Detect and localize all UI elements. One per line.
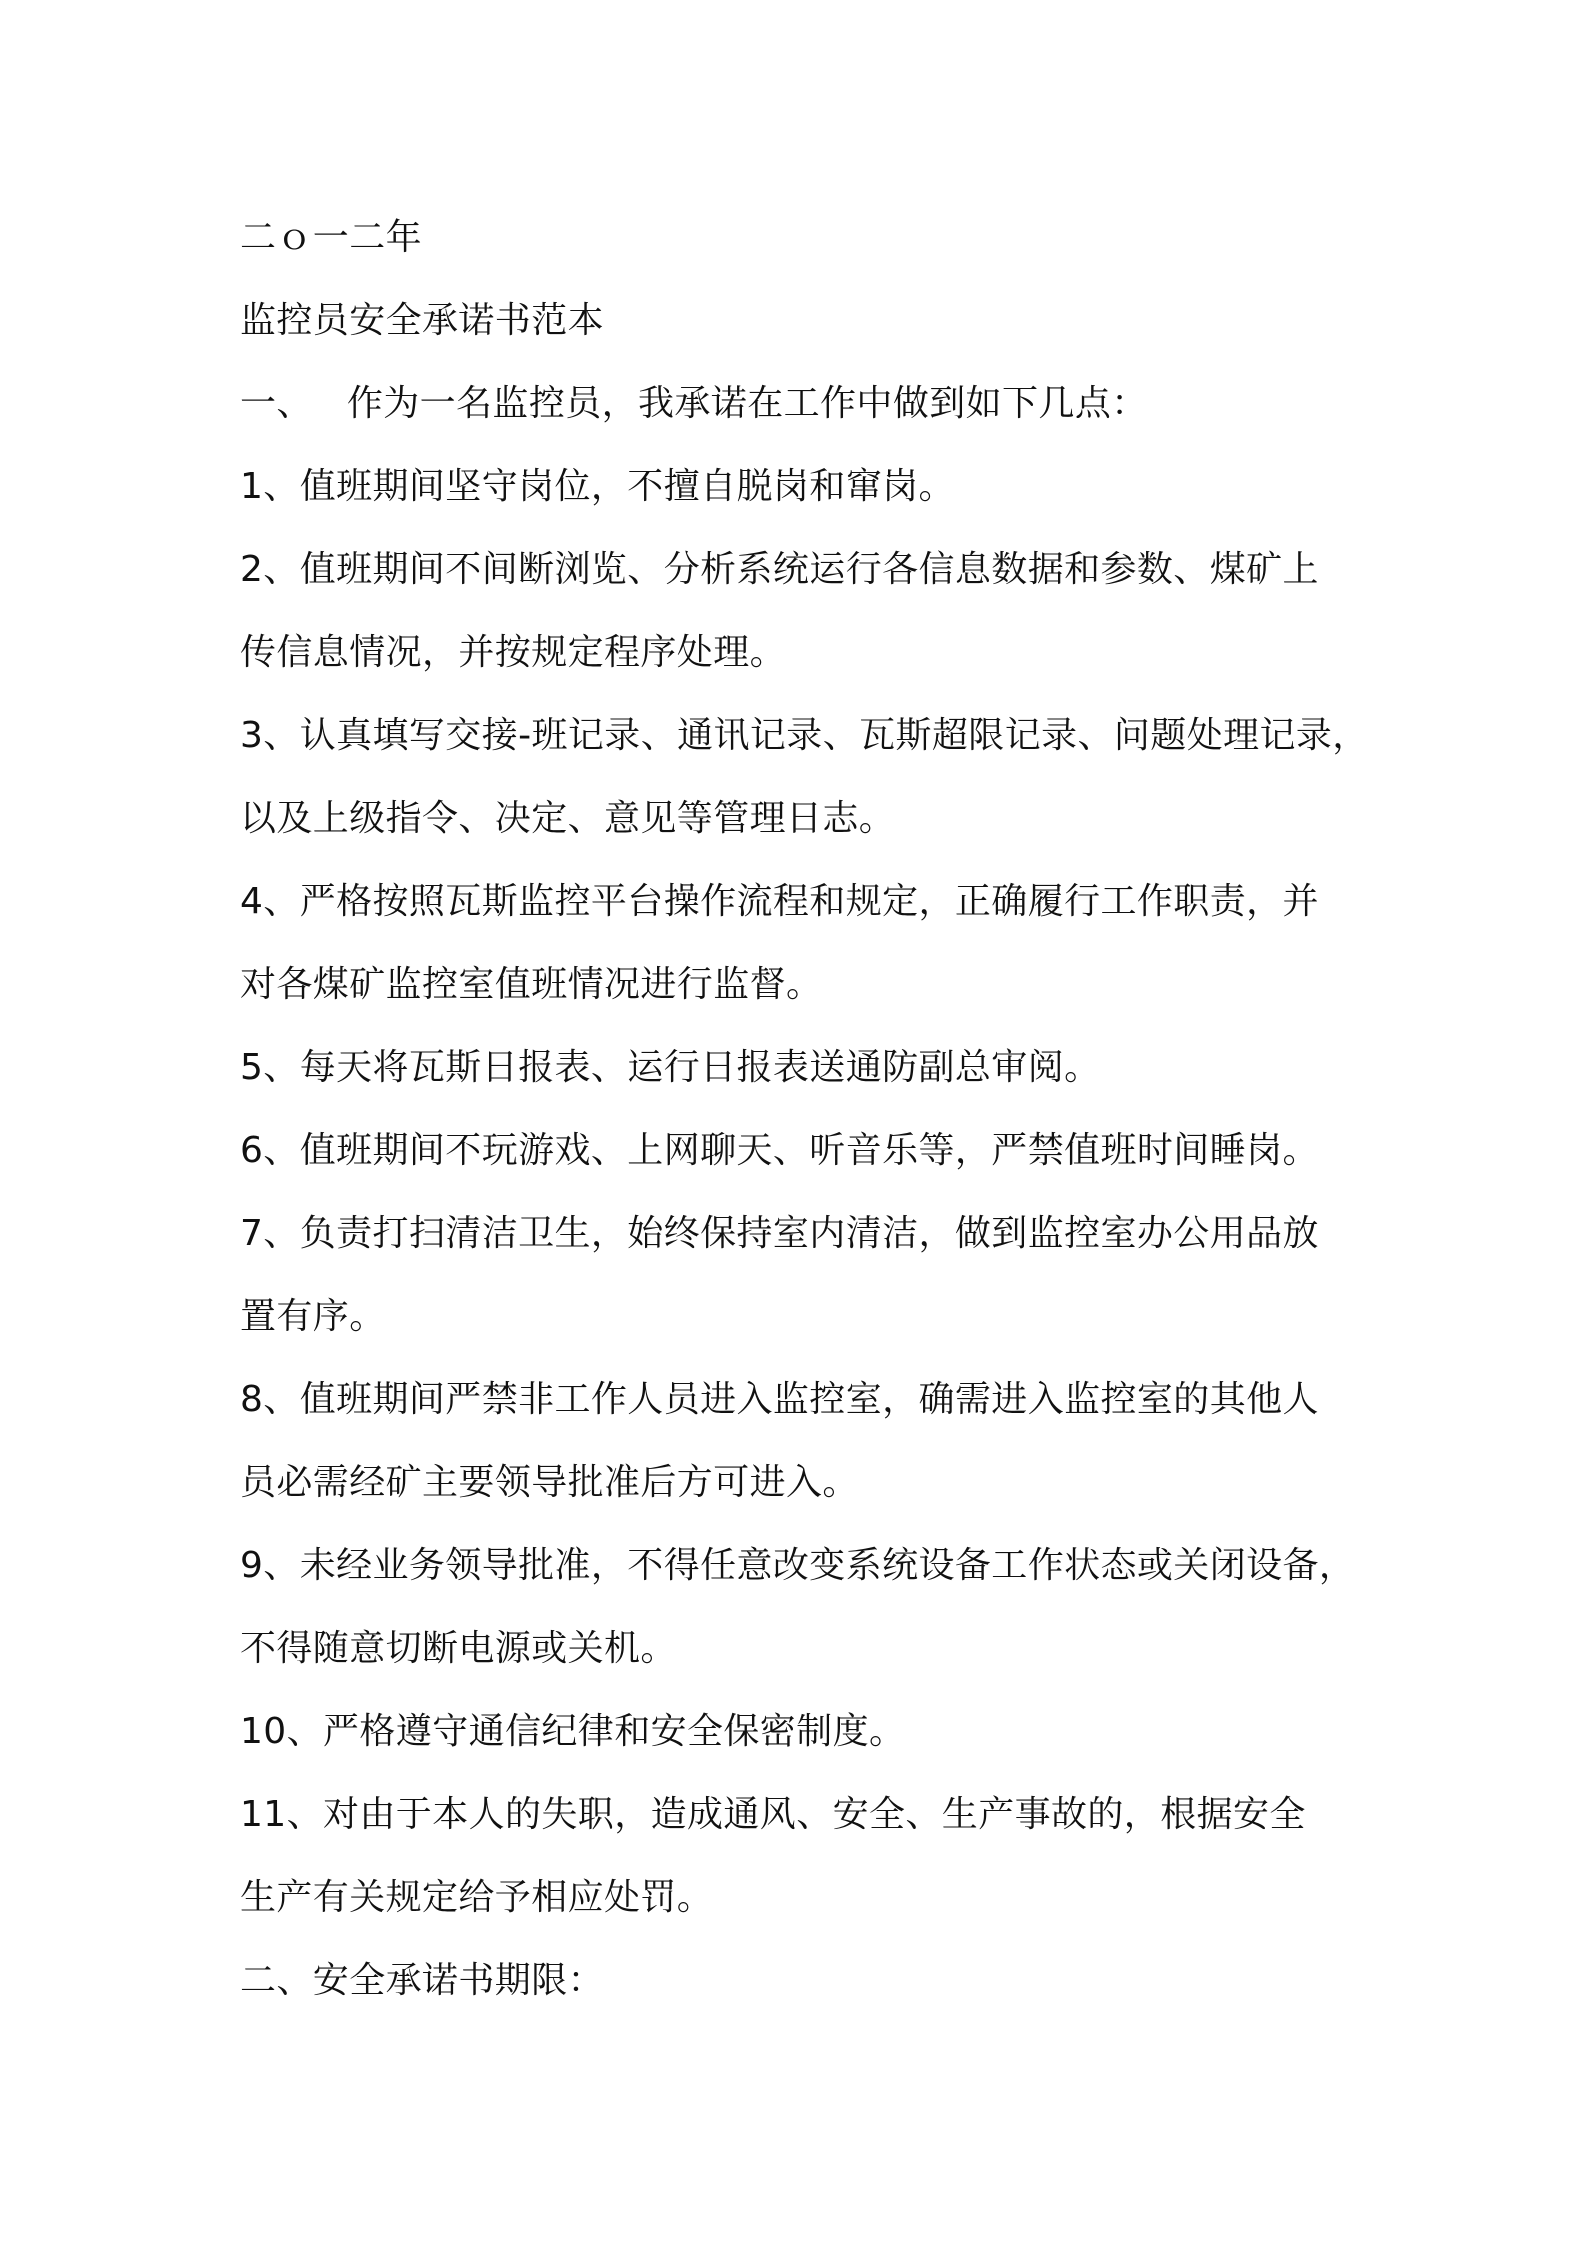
list-item-line: 置有序。	[240, 1296, 386, 1337]
document-body	[240, 196, 1369, 2022]
list-item-line: 11、对由于本人的失职，造成通风、安全、生产事故的，根据安全	[240, 1794, 1306, 1835]
list-item-line: 4、严格按照瓦斯监控平台操作流程和规定，正确履行工作职责，并	[240, 881, 1319, 922]
list-item	[240, 860, 1360, 1026]
list-item-line: 3、认真填写交接-班记录、通讯记录、瓦斯超限记录、问题处理记录，	[240, 715, 1369, 756]
list-item-line: 6、值班期间不玩游戏、上网聊天、听音乐等，严禁值班时间睡岗。	[240, 1130, 1319, 1171]
list-item-line: 员必需经矿主要领导批准后方可进入。	[240, 1462, 859, 1503]
list-item-line: 5、每天将瓦斯日报表、运行日报表送通防副总审阅。	[240, 1047, 1101, 1088]
list-item-line: 7、负责打扫清洁卫生，始终保持室内清洁，做到监控室办公用品放	[240, 1213, 1319, 1254]
list-item-line: 以及上级指令、决定、意见等管理日志。	[240, 798, 896, 839]
list-item-line: 2、值班期间不间断浏览、分析系统运行各信息数据和参数、煤矿上	[240, 549, 1319, 590]
list-item	[240, 1109, 1360, 1192]
list-item-line: 不得随意切断电源或关机。	[240, 1628, 677, 1669]
list-item-line: 8、值班期间严禁非工作人员进入监控室，确需进入监控室的其他人	[240, 1379, 1319, 1420]
commitment-list	[240, 445, 1369, 1939]
document-title: 监控员安全承诺书范本	[240, 300, 605, 341]
list-item-line: 1、值班期间坚守岗位，不擅自脱岗和窜岗。	[240, 466, 955, 507]
section-two-heading: 二、安全承诺书期限：	[240, 1960, 605, 2001]
list-item	[240, 1524, 1360, 1690]
section-one-heading	[240, 362, 1360, 445]
list-item-line: 9、未经业务领导批准，不得任意改变系统设备工作状态或关闭设备，	[240, 1545, 1356, 1586]
year-line: 二ｏ一二年	[240, 217, 423, 258]
section-one-text: 作为一名监控员，我承诺在工作中做到如下几点：	[346, 383, 1148, 424]
list-item	[240, 1192, 1360, 1358]
list-item	[240, 1026, 1360, 1109]
list-item	[240, 1690, 1360, 1773]
list-item-line: 对各煤矿监控室值班情况进行监督。	[240, 964, 823, 1005]
list-item	[240, 694, 1369, 860]
list-item-line: 10、严格遵守通信纪律和安全保密制度。	[240, 1711, 906, 1752]
list-item-line: 生产有关规定给予相应处罚。	[240, 1877, 714, 1918]
section-one-number: 一、	[240, 383, 313, 424]
list-item	[240, 528, 1360, 694]
list-item	[240, 445, 1360, 528]
list-item-line: 传信息情况，并按规定程序处理。	[240, 632, 787, 673]
list-item	[240, 1358, 1360, 1524]
list-item	[240, 1773, 1360, 1939]
